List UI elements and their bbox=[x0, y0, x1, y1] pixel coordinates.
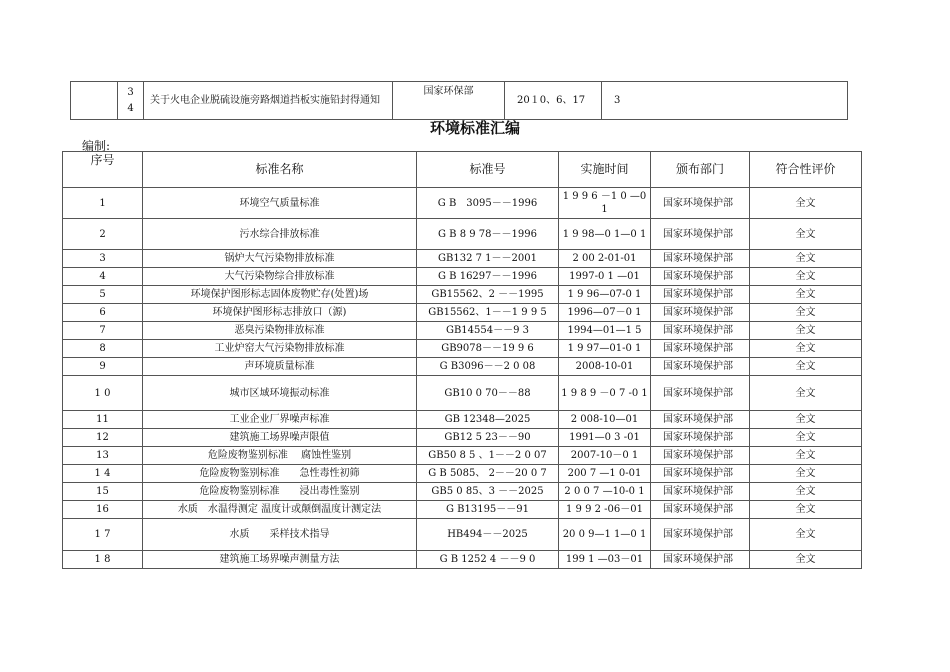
row-number-cell: 4 bbox=[63, 268, 143, 286]
implementation-date-cell: 2 0 0 7 —10-0 1 bbox=[559, 483, 651, 501]
evaluation-cell: 全文 bbox=[750, 376, 862, 411]
evaluation-cell: 全文 bbox=[750, 519, 862, 551]
row-number-cell: 13 bbox=[63, 447, 143, 465]
department-cell: 国家环境保护部 bbox=[651, 447, 750, 465]
evaluation-cell: 全文 bbox=[750, 268, 862, 286]
row-number-cell: 1 7 bbox=[63, 519, 143, 551]
row-number-cell: 1 4 bbox=[63, 465, 143, 483]
implementation-date-cell: 1997-0 1 —01 bbox=[559, 268, 651, 286]
row-number-cell: 12 bbox=[63, 429, 143, 447]
evaluation-cell: 全文 bbox=[750, 188, 862, 219]
evaluation-cell: 全文 bbox=[750, 340, 862, 358]
implementation-date-cell: 200 7 —1 0-01 bbox=[559, 465, 651, 483]
row-number-cell: 15 bbox=[63, 483, 143, 501]
implementation-date-cell: 1 9 97—01-0 1 bbox=[559, 340, 651, 358]
standard-name-cell: 水质 水温得测定 温度计或颠倒温度计测定法 bbox=[143, 501, 417, 519]
blank-cell bbox=[71, 82, 118, 120]
row-number-cell: 3 bbox=[63, 250, 143, 268]
table-row bbox=[63, 447, 862, 465]
evaluation-cell: 全文 bbox=[750, 551, 862, 569]
standard-name-cell: 水质 采样技术指导 bbox=[143, 519, 417, 551]
table-row bbox=[63, 429, 862, 447]
department-cell: 国家环境保护部 bbox=[651, 376, 750, 411]
row-number-cell: 9 bbox=[63, 358, 143, 376]
standard-name-cell: 危险废物鉴别标准 急性毒性初筛 bbox=[143, 465, 417, 483]
compiler-label: 编制: bbox=[82, 139, 111, 153]
column-header-name: 标准名称 bbox=[143, 152, 417, 188]
standard-code-cell: GB132 7 1－－2001 bbox=[417, 250, 559, 268]
date-cell: 20１0、6、17 bbox=[505, 82, 602, 120]
implementation-date-cell: 1 9 9 2 -06－01 bbox=[559, 501, 651, 519]
standard-code-cell: HB494－－2025 bbox=[417, 519, 559, 551]
table-row bbox=[71, 82, 848, 120]
standard-name-cell: 锅炉大气污染物排放标准 bbox=[143, 250, 417, 268]
table-row bbox=[63, 465, 862, 483]
standard-code-cell: G B 16297－－1996 bbox=[417, 268, 559, 286]
table-row bbox=[63, 219, 862, 250]
evaluation-cell: 全文 bbox=[750, 447, 862, 465]
row-number-cell: 7 bbox=[63, 322, 143, 340]
row-number-cell: 16 bbox=[63, 501, 143, 519]
department-cell: 国家环境保护部 bbox=[651, 322, 750, 340]
standard-name-cell: 工业炉窑大气污染物排放标准 bbox=[143, 340, 417, 358]
implementation-date-cell: 1991—0 3 -01 bbox=[559, 429, 651, 447]
implementation-date-cell: 2008-10-01 bbox=[559, 358, 651, 376]
evaluation-cell: 全文 bbox=[750, 465, 862, 483]
column-header-code: 标准号 bbox=[417, 152, 559, 188]
table-row bbox=[63, 268, 862, 286]
column-header-evaluation: 符合性评价 bbox=[750, 152, 862, 188]
table-row bbox=[63, 188, 862, 219]
evaluation-cell: 全文 bbox=[750, 250, 862, 268]
standard-name-cell: 关于火电企业脱硫设施旁路烟道挡板实施铅封得通知 bbox=[144, 82, 393, 120]
table-row bbox=[63, 304, 862, 322]
table-row bbox=[63, 340, 862, 358]
standard-name-cell: 建筑施工场界噪声限值 bbox=[143, 429, 417, 447]
department-cell: 国家环境保护部 bbox=[651, 219, 750, 250]
row-number-cell: 2 bbox=[63, 219, 143, 250]
table-row bbox=[63, 411, 862, 429]
standards-table bbox=[62, 151, 862, 569]
row-number-cell: 8 bbox=[63, 340, 143, 358]
column-header-department: 颁布部门 bbox=[651, 152, 750, 188]
table-row bbox=[63, 519, 862, 551]
standard-name-cell: 环境保护图形标志排放口（源) bbox=[143, 304, 417, 322]
department-cell: 国家环境保护部 bbox=[651, 304, 750, 322]
row-number-cell: 11 bbox=[63, 411, 143, 429]
standard-name-cell: 大气污染物综合排放标准 bbox=[143, 268, 417, 286]
implementation-date-cell: 1 9 8 9 －0 7 -0 1 bbox=[559, 376, 651, 411]
department-cell: 国家环境保护部 bbox=[651, 340, 750, 358]
standard-code-cell: GB15562、1－－1 9 9 5 bbox=[417, 304, 559, 322]
standard-code-cell: G B 8 9 78－－1996 bbox=[417, 219, 559, 250]
standard-name-cell: 环境保护图形标志固体废物贮存(处置)场 bbox=[143, 286, 417, 304]
department-cell: 国家环境保护部 bbox=[651, 519, 750, 551]
department-cell: 国家环境保护部 bbox=[651, 250, 750, 268]
standard-code-cell: GB10 0 70－－88 bbox=[417, 376, 559, 411]
table-row bbox=[63, 483, 862, 501]
table-row bbox=[63, 501, 862, 519]
row-number-cell: 1 8 bbox=[63, 551, 143, 569]
standard-code-cell: G B13195－－91 bbox=[417, 501, 559, 519]
count-cell: 3 bbox=[602, 82, 848, 120]
standard-name-cell: 工业企业厂界噪声标准 bbox=[143, 411, 417, 429]
standard-name-cell: 危险废物鉴别标准 腐蚀性鉴别 bbox=[143, 447, 417, 465]
standard-code-cell: G B3096－－2 0 08 bbox=[417, 358, 559, 376]
table-row bbox=[63, 551, 862, 569]
row-number-cell: 1 0 bbox=[63, 376, 143, 411]
standard-name-cell: 声环境质量标准 bbox=[143, 358, 417, 376]
standard-code-cell: GB9078－－19 9 6 bbox=[417, 340, 559, 358]
implementation-date-cell: 1994—01—1 5 bbox=[559, 322, 651, 340]
table-row bbox=[63, 358, 862, 376]
standard-code-cell: G B 5085、 2－－20 0 7 bbox=[417, 465, 559, 483]
table-row bbox=[63, 286, 862, 304]
column-header-date: 实施时间 bbox=[559, 152, 651, 188]
evaluation-cell: 全文 bbox=[750, 501, 862, 519]
column-header-number: 序号 bbox=[63, 152, 143, 188]
department-cell: 国家环境保护部 bbox=[651, 358, 750, 376]
department-cell: 国家环境保护部 bbox=[651, 465, 750, 483]
table-header-row bbox=[63, 152, 862, 188]
implementation-date-cell: 2 00 2-01-01 bbox=[559, 250, 651, 268]
department-cell: 国家环境保护部 bbox=[651, 268, 750, 286]
standard-name-cell: 污水综合排放标准 bbox=[143, 219, 417, 250]
evaluation-cell: 全文 bbox=[750, 322, 862, 340]
standard-code-cell: G B 1252 4 －－9 0 bbox=[417, 551, 559, 569]
implementation-date-cell: 1 9 98—0 1—0 1 bbox=[559, 219, 651, 250]
implementation-date-cell: 1996—07－0 1 bbox=[559, 304, 651, 322]
implementation-date-cell: 199 1 —03－01 bbox=[559, 551, 651, 569]
standard-name-cell: 危险废物鉴别标准 浸出毒性鉴别 bbox=[143, 483, 417, 501]
row-number-cell: 1 bbox=[63, 188, 143, 219]
department-cell: 国家环境保护部 bbox=[651, 286, 750, 304]
standard-name-cell: 建筑施工场界噪声测量方法 bbox=[143, 551, 417, 569]
implementation-date-cell: 2007-10－0 1 bbox=[559, 447, 651, 465]
row-number-cell: 6 bbox=[63, 304, 143, 322]
standard-code-cell: GB15562、2 －－1995 bbox=[417, 286, 559, 304]
standard-code-cell: GB 12348—2025 bbox=[417, 411, 559, 429]
standard-code-cell: GB14554－－9 3 bbox=[417, 322, 559, 340]
standard-code-cell: G B 3095－－1996 bbox=[417, 188, 559, 219]
evaluation-cell: 全文 bbox=[750, 483, 862, 501]
evaluation-cell: 全文 bbox=[750, 429, 862, 447]
standard-code-cell: GB12 5 23－－90 bbox=[417, 429, 559, 447]
department-cell: 国家环境保护部 bbox=[651, 483, 750, 501]
row-number-cell: 3 4 bbox=[118, 82, 144, 120]
standard-name-cell: 恶臭污染物排放标准 bbox=[143, 322, 417, 340]
implementation-date-cell: 1 9 9 6 －1 0 —0 1 bbox=[559, 188, 651, 219]
department-cell: 国家环境保护部 bbox=[651, 188, 750, 219]
department-cell: 国家环境保护部 bbox=[651, 411, 750, 429]
row-number-cell: 5 bbox=[63, 286, 143, 304]
table-row bbox=[63, 376, 862, 411]
evaluation-cell: 全文 bbox=[750, 286, 862, 304]
department-cell: 国家环保部 bbox=[393, 82, 505, 120]
table-row bbox=[63, 322, 862, 340]
table-body bbox=[63, 188, 862, 569]
department-cell: 国家环境保护部 bbox=[651, 501, 750, 519]
implementation-date-cell: 1 9 96—07-0 1 bbox=[559, 286, 651, 304]
standard-name-cell: 环境空气质量标准 bbox=[143, 188, 417, 219]
standard-code-cell: GB50 8 5 、1－－2 0 07 bbox=[417, 447, 559, 465]
document-title: 环境标准汇编 bbox=[429, 119, 520, 137]
evaluation-cell: 全文 bbox=[750, 219, 862, 250]
continuation-table bbox=[70, 81, 848, 120]
department-cell: 国家环境保护部 bbox=[651, 551, 750, 569]
evaluation-cell: 全文 bbox=[750, 411, 862, 429]
department-cell: 国家环境保护部 bbox=[651, 429, 750, 447]
standard-code-cell: GB5 0 85、3 －－2025 bbox=[417, 483, 559, 501]
standard-name-cell: 城市区域环境振动标准 bbox=[143, 376, 417, 411]
implementation-date-cell: 2 008-10—01 bbox=[559, 411, 651, 429]
evaluation-cell: 全文 bbox=[750, 304, 862, 322]
implementation-date-cell: 20 0 9—1 1—0 1 bbox=[559, 519, 651, 551]
table-row bbox=[63, 250, 862, 268]
evaluation-cell: 全文 bbox=[750, 358, 862, 376]
